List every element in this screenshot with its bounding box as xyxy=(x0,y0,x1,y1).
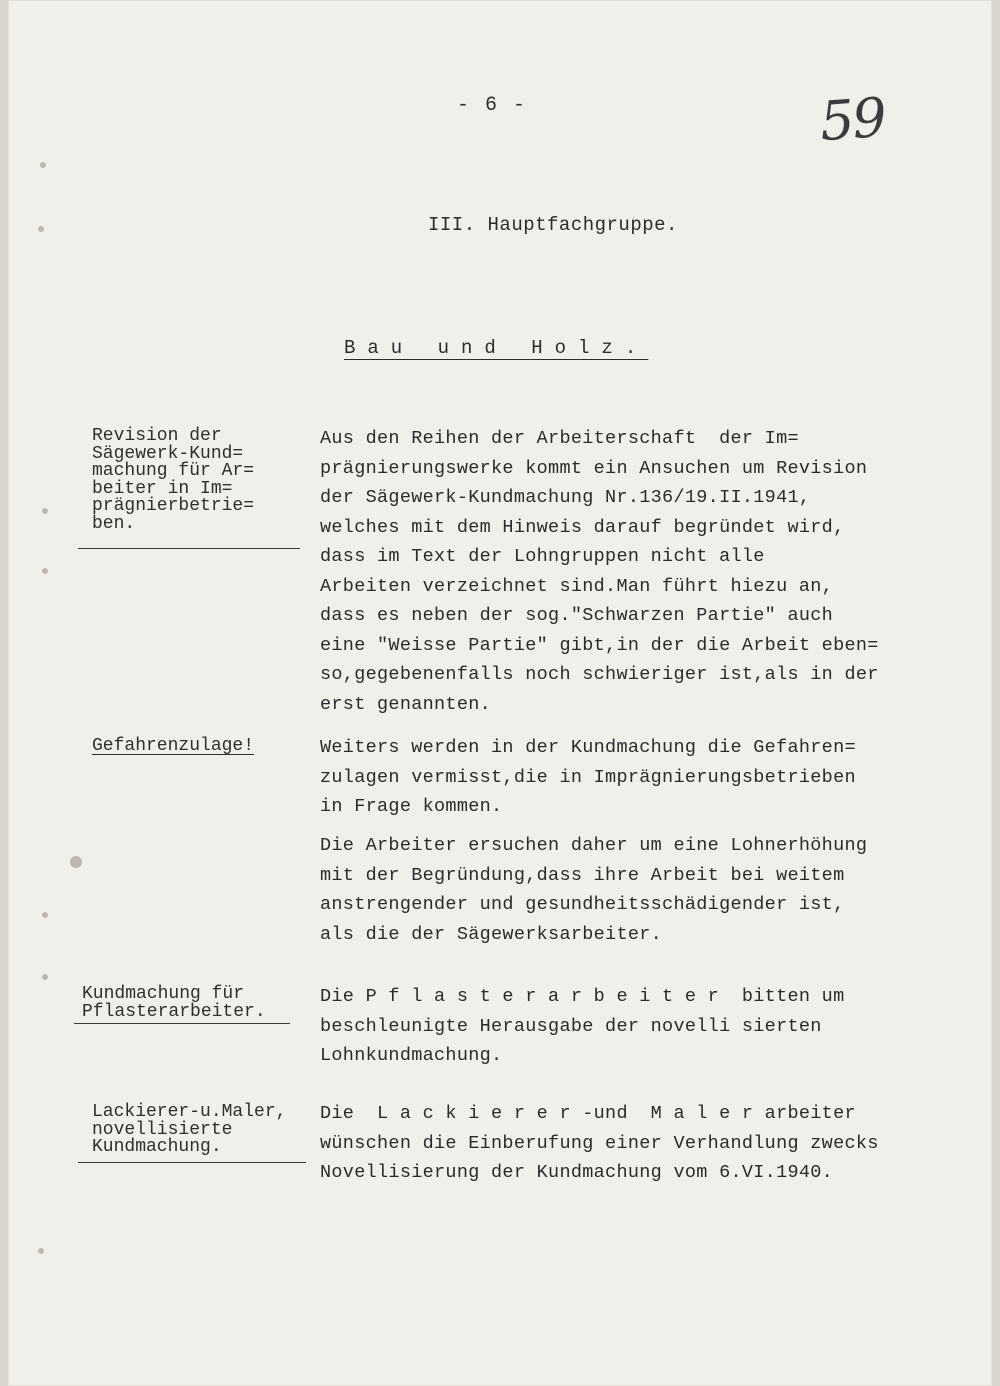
margin-label-lackierer: Lackierer-u.Maler, novellisierte Kundmachung. xyxy=(92,1102,287,1157)
margin-label-rule xyxy=(78,548,300,549)
margin-label-revision: Revision der Sägewerk-Kund= machung für Ar= beiter in Im= prägnierbetrie= ben. xyxy=(92,426,255,534)
paper-mark xyxy=(42,508,48,514)
paragraph-gefahrenzulage: Weiters werden in der Kundmachung die Gefahren= zulagen vermisst,die in Imprägnierungsbetrieben in Frage kommen. xyxy=(320,737,856,817)
document-page xyxy=(8,0,992,1386)
margin-label-rule xyxy=(74,1023,290,1024)
paper-mark xyxy=(42,912,48,918)
page-number: - 6 - xyxy=(457,94,528,117)
section-heading: III. Hauptfachgruppe. xyxy=(428,214,678,236)
paragraph-pflasterarbeiter: Die P f l a s t e r a r b e i t e r bitten um beschleunigte Herausgabe der novelli sierten Lohnkundmachung. xyxy=(320,986,845,1066)
paper-mark xyxy=(38,1248,44,1254)
handwritten-folio-number: 59 xyxy=(817,85,887,154)
paper-mark xyxy=(42,974,48,980)
paragraph-revision: Aus den Reihen der Arbeiterschaft der Im= prägnierungswerke kommt ein Ansuchen um Revision der Sägewerk-Kundmachung Nr.136/19.II.1941, welches mit dem Hinweis darauf begründet wird, dass im Text der Lohngruppen nicht alle Arbeiten verzeichnet sind.Man führt hiezu an, dass es neben der sog."Schwarzen Partie" auch eine "Weisse Partie" gibt,in der die Arbeit eben= so,gegebenenfalls noch schwieriger ist,als in der erst genannten. xyxy=(320,428,879,715)
paragraph-lackierer: Die L a c k i e r e r -und M a l e r arbeiter wünschen die Einberufung einer Verhandlung zwecks Novellisierung der Kundmachung vom 6.VI.1940. xyxy=(320,1103,879,1183)
margin-label-pflasterarbeiter: Kundmachung für Pflasterarbeiter. xyxy=(82,984,266,1022)
margin-label-gefahrenzulage: Gefahrenzulage! xyxy=(92,736,255,756)
section-subheading: Bau und Holz. xyxy=(344,337,649,359)
paper-mark xyxy=(38,226,44,232)
paper-mark xyxy=(70,856,82,868)
paragraph-lohnerhoehung: Die Arbeiter ersuchen daher um eine Lohnerhöhung mit der Begründung,dass ihre Arbeit bei weitem anstrengender und gesundheitsschädigender ist, als die der Sägewerksarbeiter. xyxy=(320,835,868,945)
margin-label-rule xyxy=(78,1162,306,1163)
paper-mark xyxy=(40,162,46,168)
paper-mark xyxy=(42,568,48,574)
